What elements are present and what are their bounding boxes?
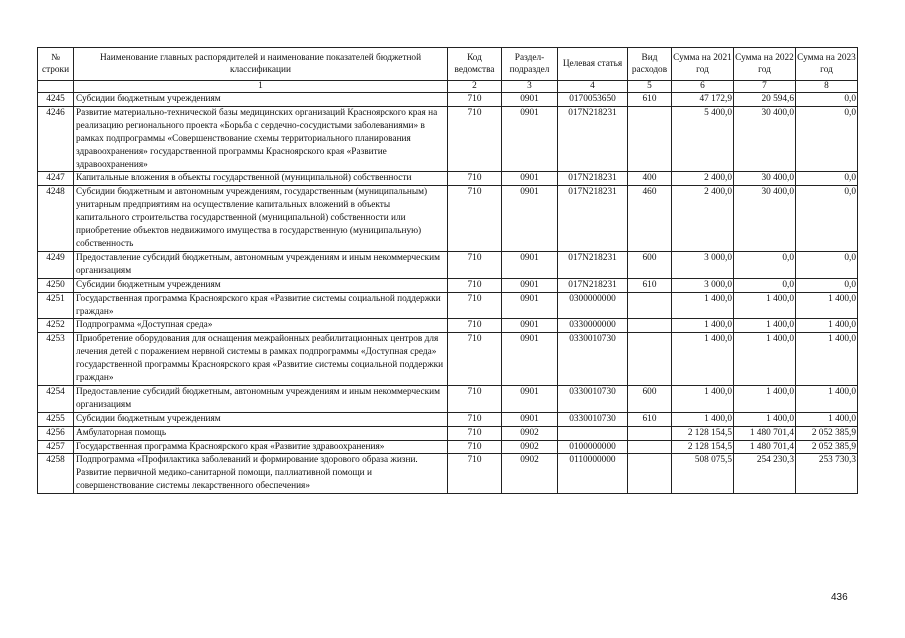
dept-code-cell: 710 [448,278,502,292]
section-cell: 0901 [502,186,558,252]
exp-type-cell: 610 [628,278,672,292]
sum-2021-cell: 3 000,0 [672,278,734,292]
row-name-cell: Государственная программа Красноярского края «Развитие здравоохранения» [74,440,448,454]
sum-2023-cell: 1 400,0 [796,385,858,412]
row-name-cell: Субсидии бюджетным учреждениям [74,412,448,426]
column-number: 7 [734,81,796,93]
header-target: Целевая статья [558,48,628,81]
section-cell: 0901 [502,93,558,107]
header-sum-2022: Сумма на 2022 год [734,48,796,81]
row-name-cell: Предоставление субсидий бюджетным, автономным учреждениям и иным некоммерческим организациям [74,251,448,278]
sum-2023-cell: 0,0 [796,278,858,292]
dept-code-cell: 710 [448,292,502,319]
target-cell: 017N218231 [558,186,628,252]
sum-2022-cell: 0,0 [734,278,796,292]
table-row [38,426,858,440]
table-row [38,454,858,494]
sum-2021-cell: 47 172,9 [672,93,734,107]
column-number: 6 [672,81,734,93]
sum-2022-cell: 30 400,0 [734,106,796,172]
table-header [38,48,858,93]
sum-2021-cell: 1 400,0 [672,319,734,333]
table-row [38,251,858,278]
sum-2022-cell: 254 230,3 [734,454,796,494]
exp-type-cell [628,454,672,494]
sum-2022-cell: 0,0 [734,251,796,278]
section-cell: 0901 [502,385,558,412]
dept-code-cell: 710 [448,186,502,252]
sum-2023-cell: 2 052 385,9 [796,440,858,454]
row-number-cell: 4257 [38,440,74,454]
section-cell: 0902 [502,454,558,494]
dept-code-cell: 710 [448,440,502,454]
row-number-cell: 4258 [38,454,74,494]
exp-type-cell: 600 [628,385,672,412]
table-row [38,186,858,252]
sum-2023-cell: 1 400,0 [796,412,858,426]
column-number: 4 [558,81,628,93]
page-number: 436 [831,592,848,603]
exp-type-cell: 460 [628,186,672,252]
header-dept-code: Код ведомства [448,48,502,81]
target-cell: 0330010730 [558,385,628,412]
sum-2022-cell: 1 400,0 [734,319,796,333]
exp-type-cell [628,292,672,319]
column-number: 8 [796,81,858,93]
sum-2022-cell: 1 400,0 [734,292,796,319]
sum-2021-cell: 2 400,0 [672,186,734,252]
sum-2023-cell: 0,0 [796,251,858,278]
column-number: 2 [448,81,502,93]
budget-table [37,47,858,494]
sum-2021-cell: 1 400,0 [672,412,734,426]
target-cell: 0330010730 [558,333,628,386]
target-cell: 0300000000 [558,292,628,319]
header-row-no: № строки [38,48,74,81]
target-cell: 0330000000 [558,319,628,333]
dept-code-cell: 710 [448,106,502,172]
target-cell: 0100000000 [558,440,628,454]
sum-2022-cell: 1 480 701,4 [734,440,796,454]
column-number: 5 [628,81,672,93]
header-section: Раздел-подраздел [502,48,558,81]
section-cell: 0901 [502,292,558,319]
section-cell: 0902 [502,426,558,440]
row-number-cell: 4245 [38,93,74,107]
column-number [38,81,74,93]
sum-2022-cell: 20 594,6 [734,93,796,107]
row-name-cell: Подпрограмма «Профилактика заболеваний и формирование здорового образа жизни. Развитие первичной медико-санитарной помощи, паллиативной помощи и совершенствование системы лекарственного обеспечения» [74,454,448,494]
row-name-cell: Подпрограмма «Доступная среда» [74,319,448,333]
row-number-cell: 4248 [38,186,74,252]
table-row [38,106,858,172]
table-row [38,93,858,107]
dept-code-cell: 710 [448,333,502,386]
exp-type-cell [628,440,672,454]
row-name-cell: Приобретение оборудования для оснащения межрайонных реабилитационных центров для лечения детей с поражением нервной системы в рамках подпрограммы «Доступная среда» государственной программы Красноярского края «Развитие системы социальной поддержки граждан» [74,333,448,386]
sum-2021-cell: 2 128 154,5 [672,426,734,440]
dept-code-cell: 710 [448,426,502,440]
sum-2023-cell: 1 400,0 [796,319,858,333]
row-name-cell: Развитие материально-технической базы медицинских организаций Красноярского края на реализацию регионального проекта «Борьба с сердечно-сосудистыми заболеваниями» в рамках подпрограммы «Совершенствование схемы территориального планирования здравоохранения» государственной программы Красноярского края «Развитие здравоохранения» [74,106,448,172]
table-row [38,172,858,186]
row-name-cell: Предоставление субсидий бюджетным, автономным учреждениям и иным некоммерческим организациям [74,385,448,412]
sum-2023-cell: 0,0 [796,106,858,172]
sum-2023-cell: 1 400,0 [796,333,858,386]
sum-2022-cell: 1 400,0 [734,333,796,386]
table-row [38,440,858,454]
sum-2022-cell: 1 400,0 [734,385,796,412]
sum-2022-cell: 1 480 701,4 [734,426,796,440]
sum-2023-cell: 2 052 385,9 [796,426,858,440]
section-cell: 0901 [502,172,558,186]
section-cell: 0901 [502,333,558,386]
exp-type-cell: 400 [628,172,672,186]
exp-type-cell: 610 [628,412,672,426]
row-name-cell: Капитальные вложения в объекты государственной (муниципальной) собственности [74,172,448,186]
table-row [38,412,858,426]
sum-2023-cell: 0,0 [796,186,858,252]
table-row [38,278,858,292]
sum-2021-cell: 5 400,0 [672,106,734,172]
exp-type-cell [628,426,672,440]
dept-code-cell: 710 [448,93,502,107]
row-name-cell: Субсидии бюджетным и автономным учреждениям, государственным (муниципальным) унитарным предприятиям на осуществление капитальных вложений в объекты капитального строительства государственной (муниципальной) собственности или приобретение объектов недвижимого имущества в государственную (муниципальную) собственность [74,186,448,252]
sum-2023-cell: 0,0 [796,172,858,186]
sum-2023-cell: 253 730,3 [796,454,858,494]
row-number-cell: 4255 [38,412,74,426]
section-cell: 0901 [502,106,558,172]
section-cell: 0901 [502,319,558,333]
header-exp-type: Вид расходов [628,48,672,81]
row-name-cell: Субсидии бюджетным учреждениям [74,93,448,107]
sum-2021-cell: 3 000,0 [672,251,734,278]
exp-type-cell [628,333,672,386]
sum-2022-cell: 30 400,0 [734,186,796,252]
column-number: 1 [74,81,448,93]
target-cell: 017N218231 [558,106,628,172]
table-body [38,93,858,494]
target-cell: 0330010730 [558,412,628,426]
sum-2023-cell: 0,0 [796,93,858,107]
dept-code-cell: 710 [448,385,502,412]
target-cell: 017N218231 [558,278,628,292]
section-cell: 0902 [502,440,558,454]
target-cell: 0170053650 [558,93,628,107]
row-name-cell: Амбулаторная помощь [74,426,448,440]
target-cell [558,426,628,440]
sum-2021-cell: 1 400,0 [672,385,734,412]
sum-2021-cell: 2 400,0 [672,172,734,186]
row-number-cell: 4256 [38,426,74,440]
header-sum-2021: Сумма на 2021 год [672,48,734,81]
sum-2021-cell: 508 075,5 [672,454,734,494]
row-number-cell: 4254 [38,385,74,412]
sum-2021-cell: 1 400,0 [672,333,734,386]
sum-2022-cell: 30 400,0 [734,172,796,186]
dept-code-cell: 710 [448,172,502,186]
header-sum-2023: Сумма на 2023 год [796,48,858,81]
section-cell: 0901 [502,251,558,278]
target-cell: 017N218231 [558,251,628,278]
row-number-cell: 4246 [38,106,74,172]
dept-code-cell: 710 [448,454,502,494]
table-row [38,292,858,319]
column-number: 3 [502,81,558,93]
dept-code-cell: 710 [448,412,502,426]
section-cell: 0901 [502,278,558,292]
dept-code-cell: 710 [448,319,502,333]
table-row [38,385,858,412]
dept-code-cell: 710 [448,251,502,278]
sum-2021-cell: 2 128 154,5 [672,440,734,454]
row-number-cell: 4247 [38,172,74,186]
table-row [38,319,858,333]
section-cell: 0901 [502,412,558,426]
header-name: Наименование главных распорядителей и наименование показателей бюджетной классификации [74,48,448,81]
exp-type-cell: 610 [628,93,672,107]
row-number-cell: 4249 [38,251,74,278]
sum-2022-cell: 1 400,0 [734,412,796,426]
row-number-cell: 4253 [38,333,74,386]
row-number-cell: 4251 [38,292,74,319]
sum-2023-cell: 1 400,0 [796,292,858,319]
target-cell: 0110000000 [558,454,628,494]
sum-2021-cell: 1 400,0 [672,292,734,319]
row-name-cell: Субсидии бюджетным учреждениям [74,278,448,292]
exp-type-cell: 600 [628,251,672,278]
row-number-cell: 4252 [38,319,74,333]
table-row [38,333,858,386]
column-numbers-row [38,81,858,93]
exp-type-cell [628,106,672,172]
target-cell: 017N218231 [558,172,628,186]
row-number-cell: 4250 [38,278,74,292]
row-name-cell: Государственная программа Красноярского края «Развитие системы социальной поддержки граждан» [74,292,448,319]
exp-type-cell [628,319,672,333]
